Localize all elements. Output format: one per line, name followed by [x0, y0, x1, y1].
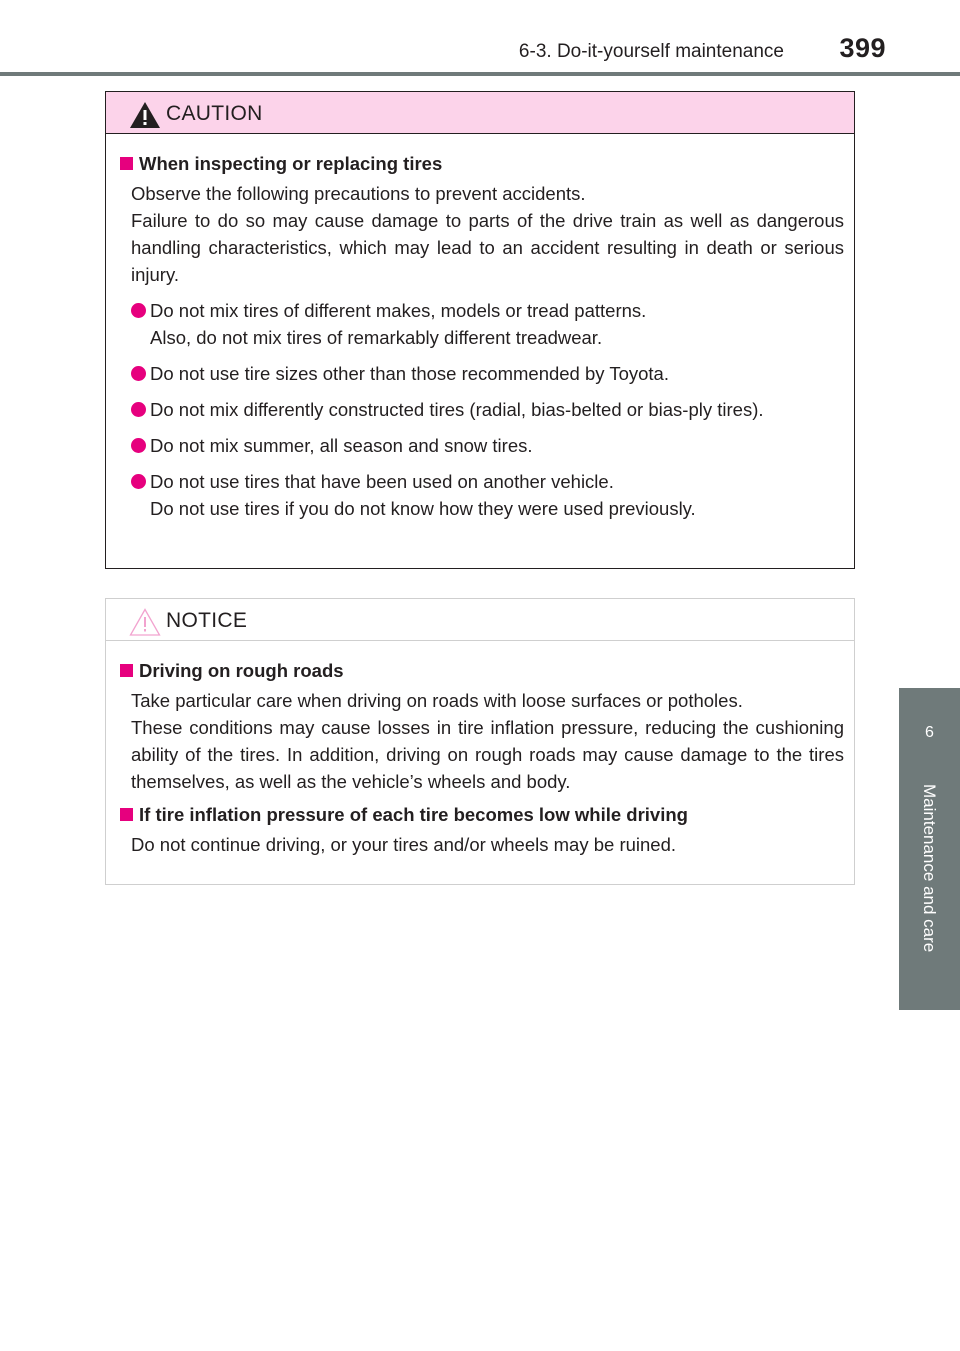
caution-header	[106, 92, 854, 134]
caution-bullet	[116, 432, 844, 459]
caution-bullet	[116, 396, 844, 423]
caution-box	[105, 91, 855, 569]
notice-header	[106, 599, 854, 641]
notice-heading	[116, 659, 844, 683]
square-bullet-icon	[120, 664, 133, 677]
bullet-line: Do not use tires if you do not know how they were used previously.	[150, 498, 696, 519]
caution-body	[106, 134, 854, 522]
caution-intro	[116, 180, 844, 288]
notice-title: NOTICE	[166, 609, 248, 632]
caution-title: CAUTION	[166, 102, 263, 125]
bullet-line: Do not mix differently constructed tires (radial, bias-belted or bias-ply tires).	[150, 399, 764, 420]
section-title: 6-3. Do-it-yourself maintenance	[518, 41, 784, 62]
warning-triangle-icon	[128, 100, 162, 130]
caution-heading-text: When inspecting or replacing tires	[139, 153, 443, 174]
caution-bullet	[116, 360, 844, 387]
round-bullet-icon	[131, 438, 146, 453]
caution-heading	[116, 152, 844, 176]
chapter-tab-label	[899, 770, 960, 1010]
square-bullet-icon	[120, 808, 133, 821]
bullet-line: Do not use tire sizes other than those recommended by Toyota.	[150, 363, 669, 384]
bullet-line: Do not mix tires of different makes, models or tread patterns.	[150, 300, 647, 321]
notice-paragraph	[116, 687, 844, 795]
chapter-title: Maintenance and care	[920, 784, 939, 953]
notice-line: These conditions may cause losses in tire inflation pressure, reducing the cushioning ability of the tires. In addition, driving on rough roads may cause damage to the tires themselves, as well as the vehicle’s wheels and body.	[131, 717, 844, 792]
bullet-line: Do not mix summer, all season and snow tires.	[150, 435, 533, 456]
bullet-line: Do not use tires that have been used on another vehicle.	[150, 471, 614, 492]
round-bullet-icon	[131, 303, 146, 318]
warning-triangle-outline-icon	[128, 607, 162, 637]
notice-line: Take particular care when driving on roads with loose surfaces or potholes.	[131, 690, 743, 711]
notice-paragraph	[116, 831, 844, 858]
notice-body	[106, 641, 854, 858]
header-rule	[0, 72, 960, 76]
notice-heading	[116, 803, 844, 827]
round-bullet-icon	[131, 402, 146, 417]
chapter-number: 6	[925, 724, 934, 741]
caution-bullet	[116, 297, 844, 351]
round-bullet-icon	[131, 366, 146, 381]
notice-box	[105, 598, 855, 885]
square-bullet-icon	[120, 157, 133, 170]
caution-intro-line: Failure to do so may cause damage to parts of the drive train as well as dangerous handling characteristics, which may lead to an accident resulting in death or serious injury.	[131, 210, 844, 285]
notice-heading-text: If tire inflation pressure of each tire becomes low while driving	[139, 804, 688, 825]
round-bullet-icon	[131, 474, 146, 489]
caution-intro-line: Observe the following precautions to prevent accidents.	[131, 183, 586, 204]
caution-bullet	[116, 468, 844, 522]
page-number: 399	[839, 33, 886, 63]
notice-line: Do not continue driving, or your tires and/or wheels may be ruined.	[131, 834, 677, 855]
page-header	[0, 0, 960, 78]
bullet-line: Also, do not mix tires of remarkably different treadwear.	[150, 327, 603, 348]
notice-heading-text: Driving on rough roads	[139, 660, 344, 681]
chapter-tab-number	[899, 688, 960, 770]
